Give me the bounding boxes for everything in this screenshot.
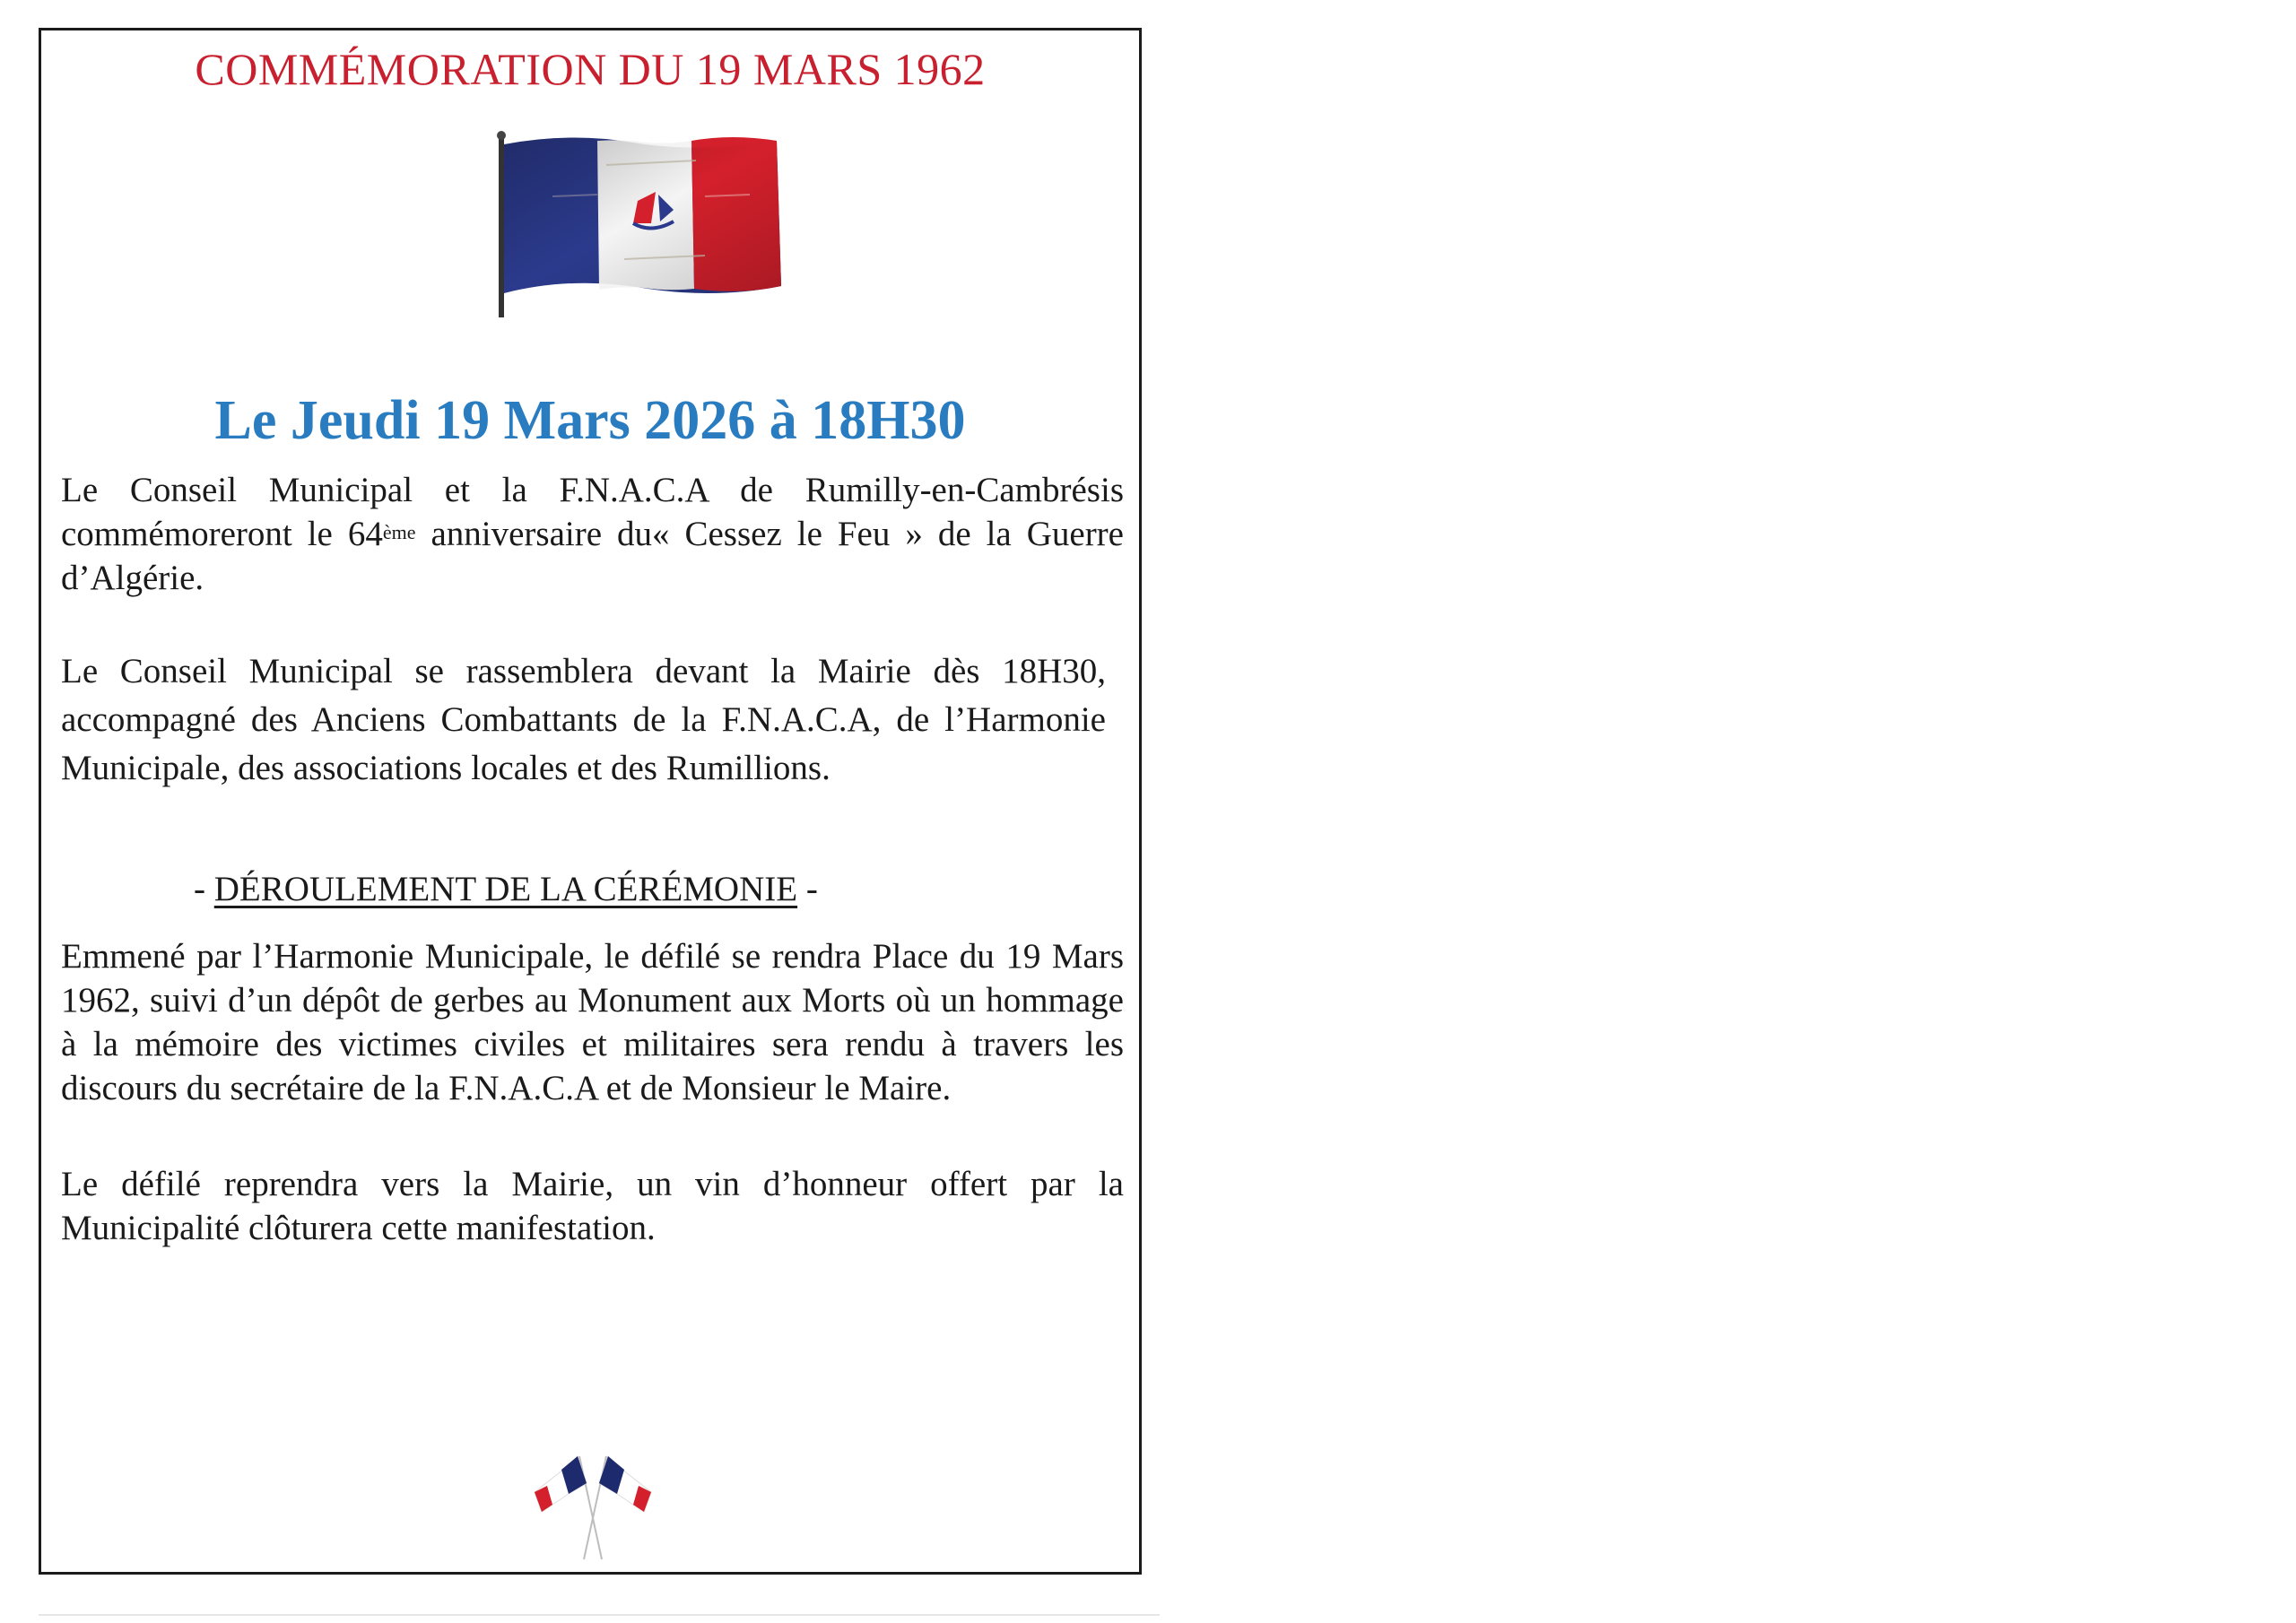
gathering-paragraph: Le Conseil Municipal se rassemblera devant la Mairie dès 18H30, accompagné des Anciens Combattants de la F.N.A.C.A, de l’Harmonie Municipale, des associations locales et des Rumillions. bbox=[61, 652, 1106, 787]
event-date: Le Jeudi 19 Mars 2026 à 18H30 bbox=[214, 390, 966, 451]
crossed-french-flags-icon bbox=[526, 1429, 660, 1564]
heading-suffix: - bbox=[797, 870, 818, 908]
ceremony-heading bbox=[194, 869, 818, 909]
fnaca-flag-icon bbox=[490, 125, 786, 326]
intro-text-start: Le Conseil Municipal et la F.N.A.C.A de Rumilly-en-Cambrésis commémoreront le 64 bbox=[61, 471, 1124, 553]
intro-paragraph bbox=[61, 468, 1124, 600]
heading-prefix: - bbox=[194, 870, 214, 908]
heading-text: DÉROULEMENT DE LA CÉRÉMONIE bbox=[213, 870, 798, 908]
page-bottom-rule bbox=[39, 1614, 1160, 1616]
poster-frame bbox=[39, 28, 1142, 1575]
procession-paragraph: Emmené par l’Harmonie Municipale, le défilé se rendra Place du 19 Mars 1962, suivi d’un dépôt de gerbes au Monument aux Morts où un hommage à la mémoire des victimes civiles et militaires sera rendu à travers les discours du secrétaire de la F.N.A.C.A et de Monsieur le Maire. bbox=[61, 937, 1124, 1107]
poster-title: COMMÉMORATION DU 19 MARS 1962 bbox=[195, 44, 986, 94]
closing-paragraph: Le défilé reprendra vers la Mairie, un vin d’honneur offert par la Municipalité clôturera cette manifestation. bbox=[61, 1165, 1124, 1247]
intro-text-end: anniversaire du« Cessez le Feu » de la Guerre d’Algérie. bbox=[61, 515, 1124, 597]
ordinal-suffix: ème bbox=[382, 521, 416, 543]
